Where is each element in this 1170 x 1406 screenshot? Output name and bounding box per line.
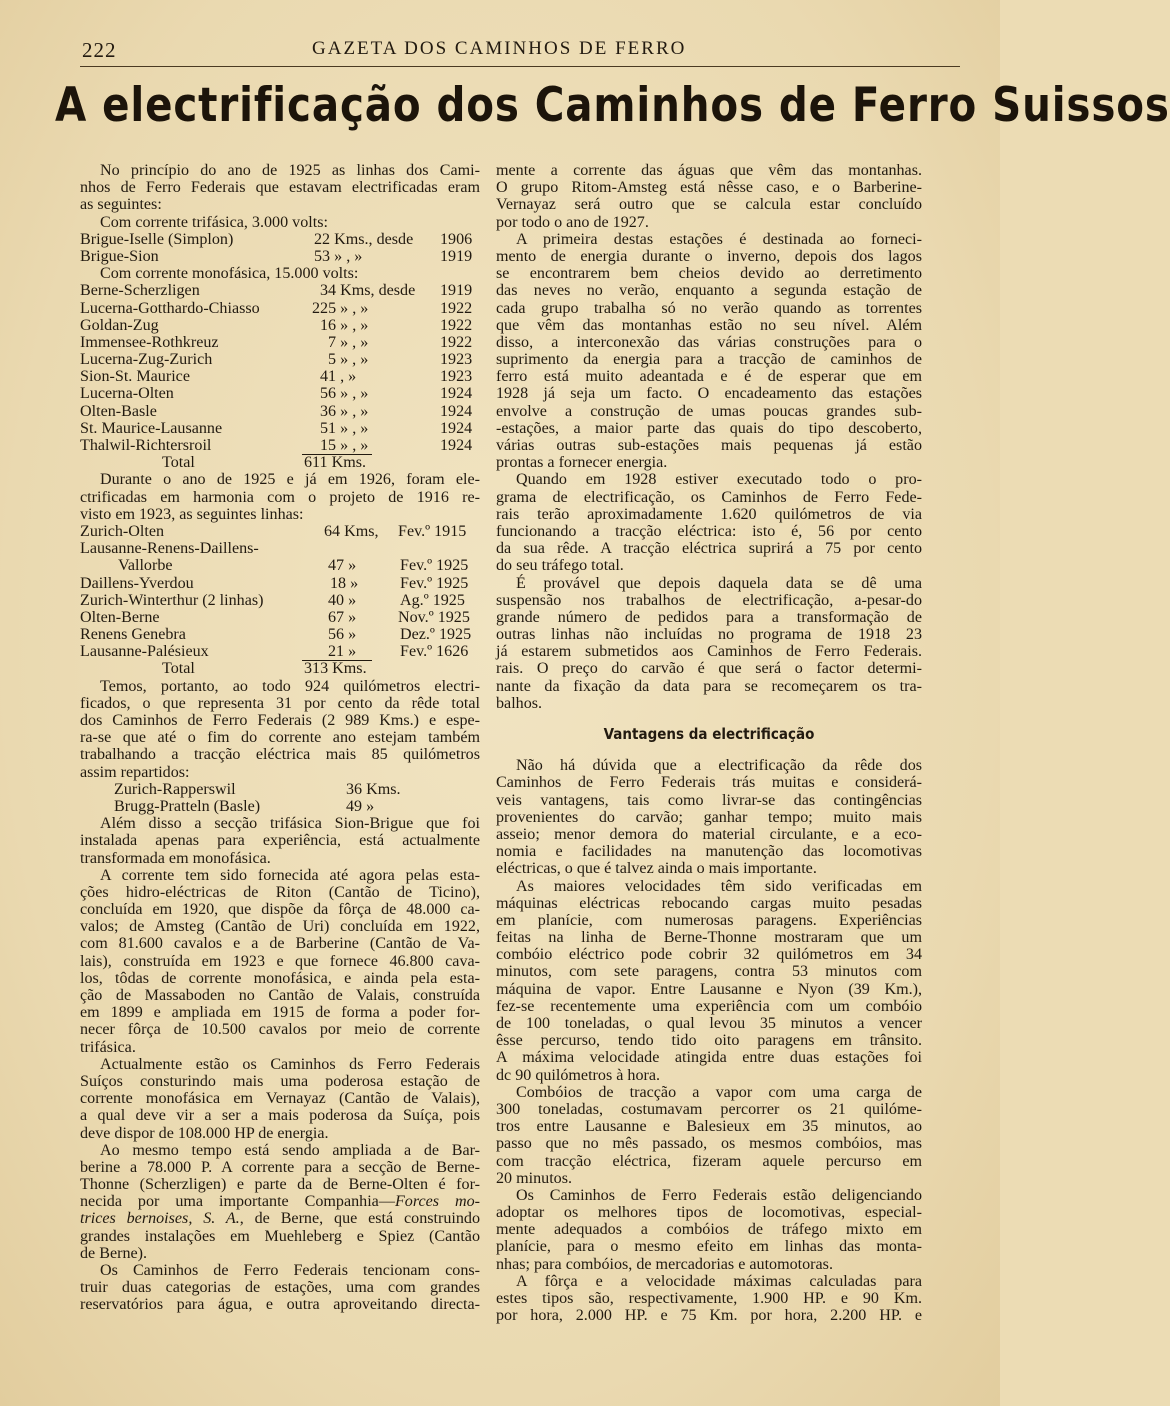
- line-name: Zurich-Winterthur (2 linhas): [80, 591, 264, 609]
- text-line: As maiores velocidades têm sido verificadas em: [516, 877, 922, 895]
- line-km: 56 »: [328, 626, 357, 644]
- line-year: 1919: [440, 282, 473, 300]
- text-line: planície, para o mesmo efeito em linhas das monta-: [496, 1238, 922, 1256]
- text-line: tros entre Lausanne e Balesieux em 35 minutos, ao: [496, 1118, 922, 1136]
- table-row: [80, 609, 480, 626]
- text-line: instalada apenas para experiência, está actualmente: [80, 832, 480, 850]
- line-km: 53 » , »: [314, 247, 363, 265]
- text-line: mento de energia durante o inverno, depois dos lagos: [496, 247, 922, 265]
- text-line: prontas a fornecer energia.: [496, 454, 668, 472]
- text-line: adoptar os melhores tipos de locomotivas, especial-: [496, 1204, 922, 1222]
- text-line: funcionando a tracção eléctrica: isto é, 56 por cento: [496, 522, 922, 540]
- table-row: [80, 575, 480, 592]
- line-year: 1922: [440, 299, 473, 317]
- page-number: 222: [82, 38, 117, 62]
- text-line: necer fôrça de 10.500 cavalos por meio de corrente: [80, 1021, 480, 1039]
- table-row: [80, 437, 480, 454]
- text-line: grande número de pedidos para a transformação de: [496, 608, 922, 626]
- text-line: Durante o ano de 1925 e já em 1926, foram ele-: [100, 471, 480, 489]
- line-km: 15 » , »: [320, 437, 369, 454]
- text-line: trabalhando a tracção eléctrica mais 85 quilómetros: [80, 746, 480, 764]
- line-name: Daillens-Yverdou: [80, 574, 194, 592]
- text-line: lais), construída em 1923 e que fornece 46.800 cava-: [80, 952, 480, 970]
- text-line: O grupo Ritom-Amsteg está nêsse caso, e o Barberine-: [496, 179, 922, 197]
- line-year: 1924: [440, 437, 473, 454]
- text-line: transformada em monofásica.: [80, 849, 271, 867]
- line-name: Immensee-Rothkreuz: [80, 333, 219, 351]
- text-line: minutos, com sete paragens, contra 53 minutos com: [496, 963, 922, 981]
- total-row: [80, 660, 480, 677]
- text-line: em planície, com numerosas paragens. Experiências: [496, 911, 922, 929]
- text-line: berine a 78.000 P. A corrente para a secção de Berne-: [80, 1158, 480, 1176]
- text-line: das neves no verão, enquanto a segunda estação de: [496, 282, 922, 300]
- text-line: corrente monofásica em Vernayaz (Cantão de Valais),: [80, 1090, 480, 1108]
- text-line: Suíços consturindo mais uma poderosa estação de: [80, 1072, 480, 1090]
- text-line: Além disso a secção trifásica Sion-Brigue que foi: [100, 815, 480, 833]
- text-line: envolve a construção de umas poucas grandes sub-: [496, 402, 922, 420]
- text-line: los, tôdas de corrente monofásica, e ainda pela esta-: [80, 969, 480, 987]
- total-value: 611 Kms.: [304, 454, 366, 472]
- text-line: nhas; para combóios, de mercadorias e automotoras.: [496, 1255, 833, 1273]
- line-km: 64 Kms,: [324, 522, 379, 540]
- text-line: assim repartidos:: [80, 763, 190, 781]
- mono-heading: Com corrente monofásica, 15.000 volts:: [100, 265, 359, 283]
- text-line: rais. O preço do carvão é que será o factor determi-: [496, 660, 922, 678]
- line-date: Ag.º 1925: [400, 591, 465, 609]
- text-line: Os Caminhos de Ferro Federais tencionam cons-: [100, 1262, 480, 1279]
- text-line: suprimento da energia para a tracção de caminhos de: [496, 351, 922, 369]
- text-part: , de Berne, que está construindo: [239, 1210, 481, 1228]
- text-line: as seguintes:: [80, 196, 162, 214]
- text-line: ctrificadas em harmonia com o projeto de 1916 re-: [80, 488, 480, 506]
- line-km: 5 » , »: [328, 351, 369, 369]
- text-line: máquinas eléctricas rebocando cargas muito pesadas: [496, 894, 922, 912]
- text-line: truir duas categorias de estações, uma com grandes: [80, 1279, 480, 1297]
- left-column: [80, 162, 480, 1314]
- text-line: veis vantagens, tais como livrar-se das contingências: [496, 791, 922, 809]
- table-row: [80, 592, 480, 609]
- line-km: 49 »: [346, 797, 375, 815]
- text-line: já estarem submetidos aos Caminhos de Ferro Federais.: [496, 643, 922, 661]
- text-line: que vêm das montanhas estão no seu nível. Além: [496, 316, 922, 334]
- text-line: Quando em 1928 estiver executado todo o pro-: [516, 471, 922, 489]
- text-line: eléctricas, o que é talvez ainda o mais importante.: [496, 860, 817, 878]
- text-line: Vernayaz será outro que se calcula estar concluído: [496, 196, 922, 214]
- text-line: de 100 toneladas, o qual levou 35 minutos a vencer: [496, 1015, 922, 1032]
- text-line: asseio; menor demora do material circulante, e a eco-: [496, 825, 922, 843]
- line-km: 21 »: [328, 643, 357, 661]
- table-row: [80, 626, 480, 643]
- text-line: feitas na linha de Berne-Thonne mostraram que um: [496, 929, 922, 947]
- text-line: No princípio do ano de 1925 as linhas dos Cami-: [100, 162, 480, 179]
- text-line: grandes instalações em Muehleberg e Spiez (Cantão: [80, 1227, 480, 1245]
- text-line: com tracção eléctrica, fizeram aquele percurso em: [496, 1152, 922, 1170]
- line-name: Zurich-Olten: [80, 522, 165, 540]
- text-line: Actualmente estão os Caminhos ds Ferro Federais: [100, 1055, 480, 1073]
- text-line: deve dispor de 108.000 HP de energia.: [80, 1124, 329, 1142]
- text-line: combóio eléctrico pode cobrir 32 quilómetros em 34: [496, 946, 922, 964]
- line-name: Olten-Berne: [80, 608, 160, 626]
- text-line: dc 90 quilómetros à hora.: [496, 1066, 661, 1084]
- total-row: [80, 454, 480, 471]
- line-km: 36 Kms.: [346, 780, 401, 798]
- text-line: [80, 1193, 480, 1210]
- line-km: 67 »: [328, 608, 357, 626]
- company-name-italic: Forces mo-: [394, 1193, 480, 1211]
- text-line: grama de electrificação, os Caminhos de Ferro Fede-: [496, 488, 922, 506]
- line-year: 1923: [440, 351, 473, 369]
- text-line: disso, a interconexão das várias construções para o: [496, 333, 922, 351]
- line-km: 22 Kms., desde: [314, 230, 414, 248]
- text-line: ra-se que até o fim do corrente ano estejam também: [80, 729, 480, 747]
- line-name: Goldan-Zug: [80, 316, 159, 334]
- line-date: Dez.º 1925: [400, 626, 472, 644]
- text-line: passo que no mês passado, os mesmos combóios, mas: [496, 1135, 922, 1153]
- text-line: com 81.600 cavalos e a de Barberine (Cantão de Va-: [80, 935, 480, 953]
- text-line: êsse percurso, tendo tido oito paragens em trânsito.: [496, 1032, 922, 1050]
- text-line: Não há dúvida que a electrificação da rêde dos: [516, 757, 922, 775]
- text-line: do seu tráfego total.: [496, 557, 624, 575]
- text-line: Combóios de tracção a vapor com uma carga de: [516, 1083, 922, 1101]
- table-row: [80, 557, 480, 574]
- text-line: estes tipos são, respectivamente, 1.900 HP. e 90 Km.: [496, 1290, 922, 1307]
- table-row: [80, 248, 480, 265]
- text-line: A máxima velocidade atingida entre duas estações foi: [496, 1049, 922, 1067]
- text-part: necida por uma importante Companhia—: [80, 1193, 395, 1211]
- text-line: rais terão aproximadamente 1.620 quilómetros de via: [496, 505, 922, 523]
- text-line: cada grupo trabalha só no verão quando as torrentes: [496, 299, 922, 317]
- total-label: Total: [162, 660, 195, 678]
- text-line: ção de Massaboden no Cantão de Valais, construída: [80, 987, 480, 1004]
- total-value: 313 Kms.: [304, 660, 367, 678]
- text-line: reservatórios para água, e outra aproveitando directa-: [80, 1296, 480, 1314]
- line-name: Lucerna-Gotthardo-Chiasso: [80, 299, 260, 317]
- text-line: mente adequados a combóios de tráfego mixto em: [496, 1221, 922, 1239]
- text-line: ficados, o que representa 31 por cento da rêde total: [80, 694, 480, 712]
- line-year: 1922: [440, 333, 473, 351]
- table-row: [80, 403, 480, 420]
- line-date: Fev.º 1925: [400, 557, 469, 575]
- text-line: por todo o ano de 1927.: [496, 213, 649, 231]
- text-line: Temos, portanto, ao todo 924 quilómetros electri-: [100, 677, 480, 695]
- header-rule: [80, 66, 960, 67]
- line-km: 40 »: [328, 591, 357, 609]
- line-km: 34 Kms, desde: [320, 282, 416, 300]
- text-line: concluída em 1920, que dispõe da fôrça de 48.000 ca-: [80, 901, 480, 919]
- line-name: Vallorbe: [118, 557, 173, 575]
- right-column: [496, 162, 922, 1324]
- line-name: Brigue-Sion: [80, 247, 159, 265]
- text-line: -estações, a maior parte das quais do tipo descoberto,: [496, 419, 922, 437]
- line-year: 1923: [440, 368, 473, 386]
- text-line: 20 minutos.: [496, 1169, 573, 1187]
- line-year: 1919: [440, 247, 473, 265]
- text-line: A corrente tem sido fornecida até agora pelas esta-: [100, 866, 480, 884]
- article-title: A electrificação dos Caminhos de Ferro Suissos: [55, 78, 1170, 133]
- text-line: É provável que depois daquela data se dê uma: [516, 574, 922, 592]
- line-date: Nov.º 1925: [398, 608, 470, 626]
- text-line: 300 toneladas, costumavam percorrer os 21 quilóme-: [496, 1100, 922, 1118]
- table-row: [80, 368, 480, 385]
- table-row: [80, 540, 480, 557]
- text-line: nhos de Ferro Federais que estavam electrificadas eram: [80, 179, 480, 197]
- text-line: máquina de vapor. Entre Lausanne e Nyon (39 Km.),: [496, 980, 922, 998]
- line-name: St. Maurice-Lausanne: [80, 419, 223, 437]
- line-name: Lausanne-Renens-Daillens-: [80, 540, 259, 558]
- page-header: [80, 38, 960, 64]
- line-km: 225 » , »: [312, 299, 369, 317]
- line-name: Thalwil-Richtersroil: [80, 437, 212, 454]
- line-name: Sion-St. Maurice: [80, 368, 190, 386]
- table-row: [80, 231, 480, 248]
- table-row: [80, 798, 480, 815]
- line-name: Brugg-Pratteln (Basle): [114, 797, 261, 815]
- line-name: Renens Genebra: [80, 626, 186, 644]
- table-row: [80, 781, 480, 798]
- text-line: por hora, 2.000 HP. e 75 Km. por hora, 2.200 HP. e: [496, 1307, 922, 1325]
- table-row: [80, 317, 480, 334]
- text-line: a qual deve vir a ser a mais poderosa da Suíça, pois: [80, 1107, 480, 1125]
- text-line: Thonne (Scherzligen) e parte da de Berne-Olten é for-: [80, 1176, 480, 1194]
- text-line: Caminhos de Ferro Federais trás muitas e considerá-: [496, 774, 922, 792]
- text-line: nante da fixação da data para se recomeçarem os tra-: [496, 677, 922, 695]
- line-km: 51 » , »: [320, 419, 369, 437]
- text-line: da sua rêde. A tracção eléctrica suprirá a 75 por cento: [496, 540, 922, 558]
- text-line: A fôrça e a velocidade máximas calculadas para: [516, 1272, 922, 1290]
- running-title: GAZETA DOS CAMINHOS DE FERRO: [312, 38, 687, 59]
- text-line: mente a corrente das águas que vêm das montanhas.: [496, 162, 922, 179]
- section-subheading: Vantagens da electrificação: [603, 725, 815, 743]
- line-name: Zurich-Rapperswil: [114, 780, 236, 798]
- text-line: fez-se recentemente uma experiência com um combóio: [496, 997, 922, 1015]
- line-name: Berne-Scherzligen: [80, 282, 200, 300]
- text-line: ferro está muito adeantada e é de esperar que em: [496, 368, 922, 386]
- table-row: [80, 334, 480, 351]
- text-line: outras linhas não incluídas no programa de 1918 23: [496, 626, 922, 644]
- text-line: valos; de Amsteg (Cantão de Uri) concluída em 1922,: [80, 918, 480, 936]
- spacer: [496, 743, 922, 757]
- line-year: 1906: [440, 230, 473, 248]
- line-km: 36 » , »: [320, 402, 369, 420]
- line-year: 1922: [440, 316, 473, 334]
- text-line: balhos.: [496, 694, 543, 712]
- line-km: 47 »: [328, 557, 357, 575]
- text-line: provenientes do carvão; ganhar tempo; muito mais: [496, 808, 922, 826]
- company-name-italic: trices bernoises, S. A.: [80, 1210, 240, 1228]
- text-line: ções hidro-eléctricas de Riton (Cantão de Ticino),: [80, 883, 480, 901]
- text-line: Ao mesmo tempo está sendo ampliada a de Bar-: [100, 1141, 480, 1159]
- line-year: 1924: [440, 402, 473, 420]
- line-name: Lausanne-Palésieux: [80, 643, 209, 661]
- text-line: em 1899 e ampliada em 1915 de forma a poder for-: [80, 1004, 480, 1022]
- total-label: Total: [162, 454, 195, 472]
- table-row: [80, 523, 480, 540]
- spacer: [496, 712, 922, 726]
- line-km: 41 , »: [320, 368, 357, 386]
- text-line: 1928 já seja um facto. O encadeamento das estações: [496, 385, 922, 403]
- line-name: Olten-Basle: [80, 402, 157, 420]
- line-km: 56 » , »: [320, 385, 369, 403]
- line-km: 7 » , »: [328, 333, 369, 351]
- text-line: trifásica.: [80, 1038, 136, 1056]
- table-row: [80, 420, 480, 437]
- table-row: [80, 385, 480, 402]
- line-name: Brigue-Iselle (Simplon): [80, 230, 234, 248]
- text-line: Os Caminhos de Ferro Federais estão deligenciando: [516, 1186, 922, 1204]
- text-line: A primeira destas estações é destinada ao forneci-: [516, 230, 922, 248]
- text-line: de Berne).: [80, 1244, 148, 1262]
- line-date: Fev.º 1925: [400, 574, 469, 592]
- text-line: várias outras sub-estações mais pequenas já estão: [496, 437, 922, 454]
- tri-heading: Com corrente trifásica, 3.000 volts:: [100, 213, 328, 231]
- text-line: [80, 1210, 480, 1227]
- line-km: 16 » , »: [320, 316, 369, 334]
- text-line: se encontrarem bem cheios devido ao derretimento: [496, 265, 922, 283]
- text-line: suspensão nos trabalhos de electrificação, a-pesar-do: [496, 591, 922, 609]
- table-row: [80, 300, 480, 317]
- line-date: Fev.º 1626: [400, 643, 469, 661]
- line-year: 1924: [440, 419, 473, 437]
- text-line: visto em 1923, as seguintes linhas:: [80, 505, 304, 523]
- line-name: Lucerna-Zug-Zurich: [80, 351, 213, 369]
- table-row: [80, 282, 480, 299]
- line-name: Lucerna-Olten: [80, 385, 174, 403]
- line-year: 1924: [440, 385, 473, 403]
- text-line: nomia e facilidades na manutenção das locomotivas: [496, 843, 922, 861]
- table-row: [80, 643, 480, 660]
- line-km: 18 »: [330, 574, 359, 592]
- text-line: dos Caminhos de Ferro Federais (2 989 Kms.) e espe-: [80, 712, 480, 729]
- line-date: Fev.º 1915: [398, 522, 467, 540]
- table-row: [80, 351, 480, 368]
